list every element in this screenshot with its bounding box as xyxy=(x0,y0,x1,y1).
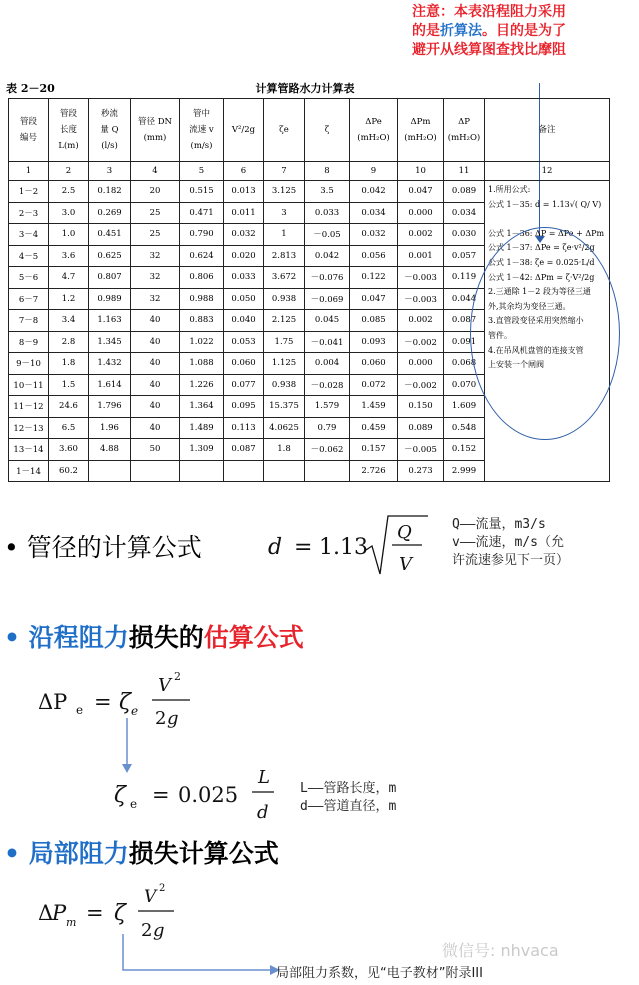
table-cell: 1.5 xyxy=(49,374,89,396)
table-cell: 0.057 xyxy=(444,245,485,267)
table-cell: 0.072 xyxy=(350,374,398,396)
note-line: 公式 1－42: ΔPm = ζ·V²/2g xyxy=(488,272,595,282)
table-cell: 0.938 xyxy=(264,374,305,396)
table-cell: 3.6 xyxy=(49,245,89,267)
column-number: 5 xyxy=(180,162,224,181)
table-cell: 0.989 xyxy=(89,288,131,310)
table-cell: 40 xyxy=(131,353,180,375)
table-cell: 1.163 xyxy=(89,310,131,332)
section-title-a: 局部阻力 xyxy=(28,839,129,868)
table-cell: 1.796 xyxy=(89,396,131,418)
table-cell: 1.96 xyxy=(89,417,131,439)
table-cell: 0.045 xyxy=(305,310,350,332)
table-cell: 12－13 xyxy=(9,417,49,439)
note-highlight: 折算法 xyxy=(440,23,482,39)
column-header-line: L(m) xyxy=(58,141,79,151)
table-cell: 0.000 xyxy=(398,353,444,375)
table-cell: 0.091 xyxy=(444,331,485,353)
table-cell: 4.7 xyxy=(49,267,89,289)
table-cell: 0.548 xyxy=(444,417,485,439)
column-header-line: (l/s) xyxy=(101,141,118,151)
note-line-2 xyxy=(412,22,638,41)
table-cell: 5－6 xyxy=(9,267,49,289)
friction-loss-formula xyxy=(34,662,204,738)
svg-text:2: 2 xyxy=(174,670,181,683)
column-header-line: 量 Q xyxy=(100,125,119,135)
table-cell: 0.807 xyxy=(89,267,131,289)
column-header xyxy=(89,99,131,162)
table-cell: 1.609 xyxy=(444,396,485,418)
local-coefficient-note: 局部阻力系数，见“电子教材”附录III xyxy=(276,966,483,981)
column-header-line: (mH₂O) xyxy=(404,133,437,143)
table-cell: 1.345 xyxy=(89,331,131,353)
annotation-note xyxy=(412,3,638,60)
column-header xyxy=(305,99,350,162)
svg-text:L: L xyxy=(258,767,270,788)
table-cell: 3.4 xyxy=(49,310,89,332)
table-cell: 0.013 xyxy=(224,181,264,203)
table-cell: 32 xyxy=(131,267,180,289)
table-cell: 0.113 xyxy=(224,417,264,439)
table-cell: 0.034 xyxy=(350,202,398,224)
column-header-line: 管中 xyxy=(192,109,210,119)
section-title-b: 损失的 xyxy=(128,623,204,652)
svg-text:V: V xyxy=(158,675,171,696)
table-cell: 0.182 xyxy=(89,181,131,203)
table-cell: 2.726 xyxy=(350,460,398,482)
column-header-line: 秒流 xyxy=(100,109,118,119)
section-diameter-formula xyxy=(4,528,202,564)
column-header xyxy=(398,99,444,162)
table-row xyxy=(9,181,610,203)
svg-text:Q: Q xyxy=(397,522,412,543)
table-cell xyxy=(264,460,305,482)
note-line: 外,其余均为变径三通。 xyxy=(488,301,571,311)
table-cell: 0.150 xyxy=(398,396,444,418)
legend-d: d——管道直径，m xyxy=(300,799,397,814)
diameter-legend xyxy=(452,516,569,570)
column-header xyxy=(49,99,89,162)
table-cell: 0.471 xyxy=(180,202,224,224)
table-cell: 0.032 xyxy=(224,224,264,246)
table-cell: 0.047 xyxy=(350,288,398,310)
table-cell: 0.806 xyxy=(180,267,224,289)
table-cell: 1.125 xyxy=(264,353,305,375)
friction-coefficient-formula xyxy=(108,758,288,828)
table-cell: 1.489 xyxy=(180,417,224,439)
table-cell: 20 xyxy=(131,181,180,203)
bullet: • xyxy=(4,839,20,868)
note-line: 管件。 xyxy=(488,330,512,340)
column-header-line: 管段 xyxy=(59,109,77,119)
svg-text:ΔP: ΔP xyxy=(38,690,68,714)
legend-v-1: v——流速，m/s（允 xyxy=(452,535,564,550)
svg-text:ζ: ζ xyxy=(119,690,131,715)
column-header-line: 备注 xyxy=(538,125,556,135)
table-cell: 0.004 xyxy=(305,353,350,375)
table-cell: 1.432 xyxy=(89,353,131,375)
table-cell: 1.309 xyxy=(180,439,224,461)
note-line-3: 避开从线算图查找比摩阻 xyxy=(412,42,566,58)
table-cell: 0.087 xyxy=(444,310,485,332)
table-cell: －0.002 xyxy=(398,374,444,396)
table-cell: 1.364 xyxy=(180,396,224,418)
table-cell: 0.624 xyxy=(180,245,224,267)
column-header-line: 长度 xyxy=(59,125,77,135)
table-cell xyxy=(89,460,131,482)
table-cell: 2.8 xyxy=(49,331,89,353)
table-cell: 1.8 xyxy=(49,353,89,375)
table-cell: 60.2 xyxy=(49,460,89,482)
svg-text:d: d xyxy=(268,535,283,560)
svg-text:g: g xyxy=(153,920,165,941)
column-header-line: 管径 DN xyxy=(138,117,172,127)
table-cell: －0.062 xyxy=(305,439,350,461)
note-line: 公式 1－35: d = 1.13√( Q/ V) xyxy=(488,199,602,209)
note-line: 4.在吊风机盘管的连接支管 xyxy=(488,345,584,355)
table-cell: 2.5 xyxy=(49,181,89,203)
table-cell: 0.030 xyxy=(444,224,485,246)
column-header xyxy=(224,99,264,162)
column-header xyxy=(131,99,180,162)
table-cell: 1.226 xyxy=(180,374,224,396)
bullet: • xyxy=(4,623,20,652)
table-cell: 25 xyxy=(131,202,180,224)
table-cell: 15.375 xyxy=(264,396,305,418)
table-cell: 0.002 xyxy=(398,310,444,332)
svg-text:g: g xyxy=(167,708,179,729)
table-cell: 1－14 xyxy=(9,460,49,482)
column-header-line: ΔPm xyxy=(410,117,431,127)
table-cell: 1.2 xyxy=(49,288,89,310)
table-cell: 3.60 xyxy=(49,439,89,461)
column-number: 4 xyxy=(131,162,180,181)
table-cell: 2－3 xyxy=(9,202,49,224)
table-cell: 0.095 xyxy=(224,396,264,418)
table-cell: 0.089 xyxy=(444,181,485,203)
column-header xyxy=(350,99,398,162)
table-cell: －0.003 xyxy=(398,267,444,289)
note-line: 3.直管段变径采用突然缩小 xyxy=(488,316,584,326)
table-cell: 0.032 xyxy=(350,224,398,246)
section-friction-formula xyxy=(4,618,304,654)
note-line: 上安装一个闸阀 xyxy=(488,360,544,370)
table-cell: 0.020 xyxy=(224,245,264,267)
annotation-ellipse xyxy=(470,227,620,440)
table-cell: 0.273 xyxy=(398,460,444,482)
table-cell: －0.05 xyxy=(305,224,350,246)
table-cell: 0.001 xyxy=(398,245,444,267)
table-cell: 4.0625 xyxy=(264,417,305,439)
table-cell: 0.053 xyxy=(224,331,264,353)
table-cell: 6.5 xyxy=(49,417,89,439)
table-cell: 1－2 xyxy=(9,181,49,203)
table-cell: 40 xyxy=(131,374,180,396)
table-cell: 6－7 xyxy=(9,288,49,310)
svg-text:e: e xyxy=(76,703,84,717)
table-cell: 0.093 xyxy=(350,331,398,353)
table-cell: －0.005 xyxy=(398,439,444,461)
table-cell: 0.087 xyxy=(224,439,264,461)
table-cell: 1.75 xyxy=(264,331,305,353)
table-cell: 0.077 xyxy=(224,374,264,396)
table-cell: 0.047 xyxy=(398,181,444,203)
bottom-arrow xyxy=(116,932,282,976)
table-cell xyxy=(305,460,350,482)
table-cell: 3.5 xyxy=(305,181,350,203)
column-number: 6 xyxy=(224,162,264,181)
svg-text:V: V xyxy=(144,887,157,907)
table-cell: 0.011 xyxy=(224,202,264,224)
svg-text:2: 2 xyxy=(159,883,166,894)
svg-text:Δ: Δ xyxy=(38,901,54,925)
note-line: 公式 1－38: ζe = 0.025·L/d xyxy=(488,257,595,267)
section-title-b: 损失计算公式 xyxy=(128,839,279,868)
note-line: 1.所用公式: xyxy=(488,185,531,194)
table-cell: 3 xyxy=(264,202,305,224)
table-cell: 0.459 xyxy=(350,417,398,439)
table-cell: 0.040 xyxy=(224,310,264,332)
table-cell: 0.000 xyxy=(398,202,444,224)
column-number-row xyxy=(9,162,610,181)
table-cell: －0.002 xyxy=(398,331,444,353)
column-header-line: 流速 v xyxy=(189,125,214,135)
table-cell: 1.459 xyxy=(350,396,398,418)
table-cell: 0.033 xyxy=(224,267,264,289)
table-cell: 10－11 xyxy=(9,374,49,396)
table-cell: 9－10 xyxy=(9,353,49,375)
table-cell: 24.6 xyxy=(49,396,89,418)
table-cell: 0.157 xyxy=(350,439,398,461)
table-cell: 13－14 xyxy=(9,439,49,461)
table-cell: 2.125 xyxy=(264,310,305,332)
table-cell: 0.790 xyxy=(180,224,224,246)
svg-text:e: e xyxy=(131,704,139,718)
table-cell: 40 xyxy=(131,417,180,439)
svg-text:V: V xyxy=(399,554,412,575)
table-cell xyxy=(180,460,224,482)
table-cell: 3－4 xyxy=(9,224,49,246)
table-cell: 40 xyxy=(131,331,180,353)
column-header-line: 编号 xyxy=(19,133,37,143)
column-number: 9 xyxy=(350,162,398,181)
svg-text:ζ: ζ xyxy=(114,901,126,926)
section-title-c: 估算公式 xyxy=(203,623,304,652)
table-code: 表 2－20 xyxy=(6,82,55,95)
table-cell xyxy=(224,460,264,482)
table-cell: 0.002 xyxy=(398,224,444,246)
table-cell: 0.515 xyxy=(180,181,224,203)
column-header-line: ζe xyxy=(279,125,289,135)
table-cell: －0.041 xyxy=(305,331,350,353)
table-cell: 0.625 xyxy=(89,245,131,267)
column-header xyxy=(264,99,305,162)
table-cell: 0.060 xyxy=(224,353,264,375)
table-cell: 2.813 xyxy=(264,245,305,267)
table-cell: 4－5 xyxy=(9,245,49,267)
table-cell: 0.068 xyxy=(444,353,485,375)
table-cell: 3.125 xyxy=(264,181,305,203)
table-cell: 1 xyxy=(264,224,305,246)
table-cell: 0.060 xyxy=(350,353,398,375)
table-cell: 3.672 xyxy=(264,267,305,289)
table-cell: 0.451 xyxy=(89,224,131,246)
table-cell: －0.076 xyxy=(305,267,350,289)
svg-text:=: = xyxy=(294,535,313,560)
column-number: 10 xyxy=(398,162,444,181)
svg-text:=: = xyxy=(86,901,104,925)
column-header-line: (mH₂O) xyxy=(357,133,390,143)
table-cell: 3.0 xyxy=(49,202,89,224)
table-cell: 0.034 xyxy=(444,202,485,224)
column-header xyxy=(485,99,610,162)
table-cell: －0.069 xyxy=(305,288,350,310)
table-cell: 40 xyxy=(131,310,180,332)
legend-q: Q——流量，m3/s xyxy=(452,517,546,532)
column-header-line: (mH₂O) xyxy=(447,133,481,143)
column-number: 8 xyxy=(305,162,350,181)
column-number: 3 xyxy=(89,162,131,181)
table-cell: 0.122 xyxy=(350,267,398,289)
table-cell: 32 xyxy=(131,288,180,310)
table-cell: 8－9 xyxy=(9,331,49,353)
table-cell: 0.119 xyxy=(444,267,485,289)
table-cell: 0.056 xyxy=(350,245,398,267)
table-cell: 0.044 xyxy=(444,288,485,310)
table-cell: 0.152 xyxy=(444,439,485,461)
table-cell: 25 xyxy=(131,224,180,246)
table-cell: 1.022 xyxy=(180,331,224,353)
table-cell: 0.085 xyxy=(350,310,398,332)
friction-legend xyxy=(300,780,396,816)
table-cell: 0.938 xyxy=(264,288,305,310)
table-cell: 0.089 xyxy=(398,417,444,439)
table-cell: －0.028 xyxy=(305,374,350,396)
bullet: • xyxy=(4,533,19,562)
svg-text:2: 2 xyxy=(155,708,167,729)
column-header-line: (mm) xyxy=(143,133,167,143)
column-number: 11 xyxy=(444,162,485,181)
column-header xyxy=(444,99,485,162)
svg-text:1.13: 1.13 xyxy=(319,535,368,560)
table-cell xyxy=(131,460,180,482)
note-line: 公式 1－36: ΔP = ΔPe + ΔPm xyxy=(488,228,605,238)
svg-text:e: e xyxy=(130,797,138,811)
diameter-formula xyxy=(262,508,432,584)
table-cell: 1.088 xyxy=(180,353,224,375)
table-header-row xyxy=(9,99,610,162)
column-header-line: (m/s) xyxy=(190,141,213,151)
column-header-line: ΔPe xyxy=(365,117,382,127)
column-header-line: V²/2g xyxy=(231,125,256,135)
table-cell: 7－8 xyxy=(9,310,49,332)
column-header xyxy=(9,99,49,162)
svg-text:d: d xyxy=(257,802,269,823)
table-cell: 0.79 xyxy=(305,417,350,439)
table-cell: 0.042 xyxy=(305,245,350,267)
table-cell: 0.033 xyxy=(305,202,350,224)
section-title: 管径的计算公式 xyxy=(26,533,202,562)
note-line-2-a: 的是 xyxy=(412,23,440,39)
note-line: 公式 1－37: ΔPe = ζe·v²/2g xyxy=(488,243,595,253)
table-title: 计算管路水力计算表 xyxy=(255,82,355,95)
table-cell: 0.883 xyxy=(180,310,224,332)
legend-v-2: 许流速参见下一页） xyxy=(452,553,570,568)
svg-text:0.025: 0.025 xyxy=(178,783,239,807)
table-cell: 50 xyxy=(131,439,180,461)
svg-text:P: P xyxy=(52,901,67,925)
column-number: 2 xyxy=(49,162,89,181)
table-cell: 4.88 xyxy=(89,439,131,461)
table-cell: 2.999 xyxy=(444,460,485,482)
watermark: 微信号: nhvaca xyxy=(442,941,559,960)
table-cell: 1.614 xyxy=(89,374,131,396)
column-number: 7 xyxy=(264,162,305,181)
svg-text:ζ: ζ xyxy=(114,783,126,808)
table-cell: 1.579 xyxy=(305,396,350,418)
note-line-2-c: 。目的是为了 xyxy=(482,23,566,39)
column-header-line: ΔP xyxy=(458,117,470,127)
note-line: 2.三通除 1－2 段为等径三通 xyxy=(488,287,591,297)
svg-text:m: m xyxy=(66,916,77,929)
section-title-a: 沿程阻力 xyxy=(28,623,129,652)
svg-text:=: = xyxy=(94,690,112,714)
column-header-line: 管段 xyxy=(19,117,37,127)
table-cell: 0.042 xyxy=(350,181,398,203)
table-cell: 0.070 xyxy=(444,374,485,396)
table-cell: －0.003 xyxy=(398,288,444,310)
legend-l: L——管路长度，m xyxy=(300,781,397,796)
table-cell: 1.8 xyxy=(264,439,305,461)
table-cell: 32 xyxy=(131,245,180,267)
column-header xyxy=(180,99,224,162)
column-number: 1 xyxy=(9,162,49,181)
table-cell: 40 xyxy=(131,396,180,418)
svg-text:=: = xyxy=(152,783,170,807)
note-line xyxy=(488,212,606,227)
table-cell: 0.988 xyxy=(180,288,224,310)
table-cell: 11－12 xyxy=(9,396,49,418)
svg-text:2: 2 xyxy=(141,920,153,941)
section-local-formula xyxy=(4,834,279,870)
column-number: 12 xyxy=(485,162,610,181)
table-cell: 0.269 xyxy=(89,202,131,224)
table-cell: 1.0 xyxy=(49,224,89,246)
table-cell: 0.050 xyxy=(224,288,264,310)
note-line-1: 注意：本表沿程阻力采用 xyxy=(412,4,566,20)
column-header-line: ζ xyxy=(324,125,330,135)
